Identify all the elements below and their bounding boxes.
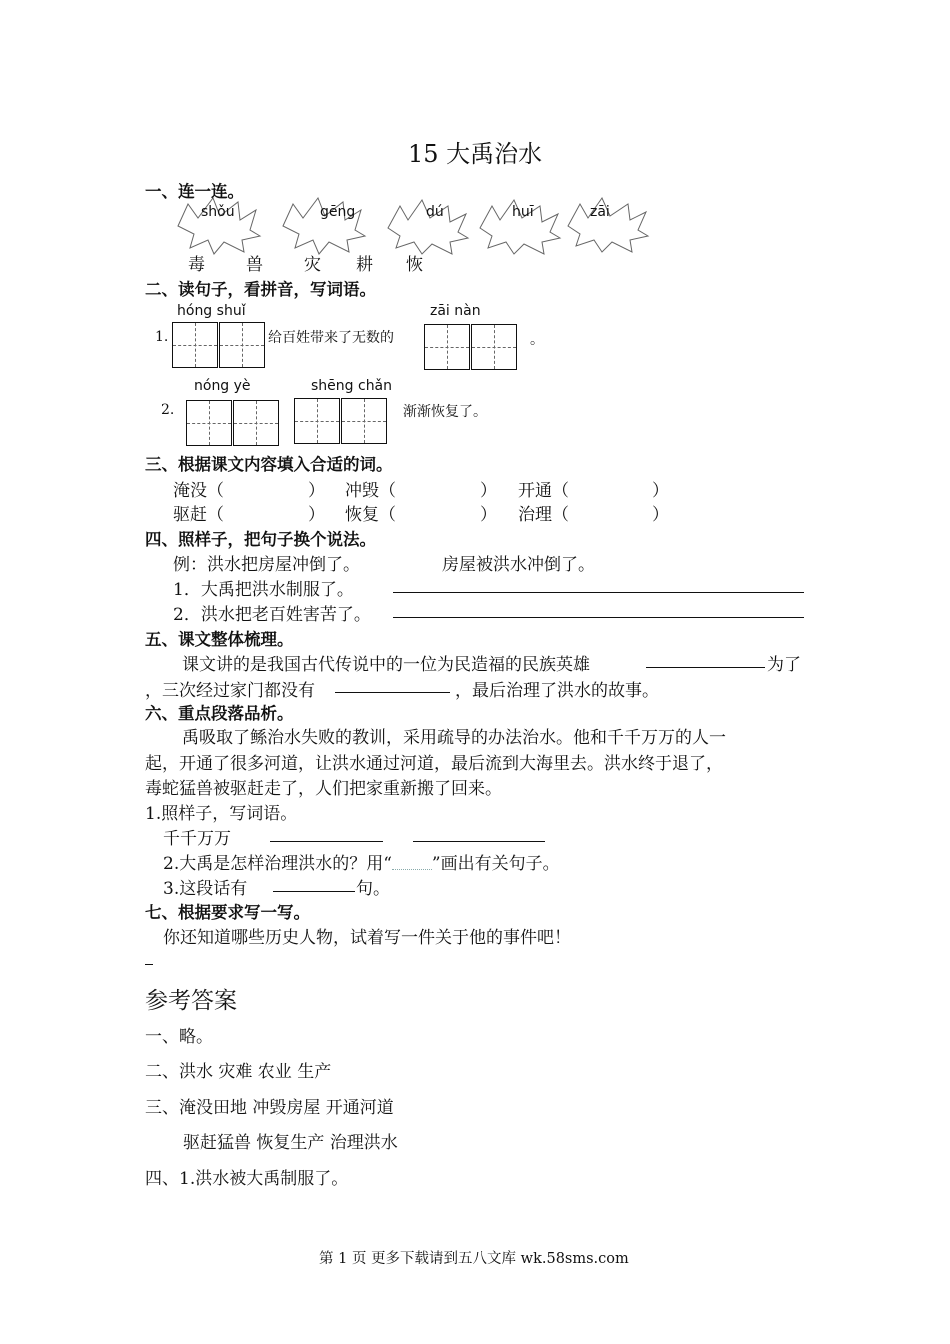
sentence-text: 给百姓带来了无数的 (268, 330, 394, 346)
question-text: 2．洪水把老百姓害苦了。 (173, 605, 371, 625)
fill-paren: ） (308, 505, 325, 525)
answer-line[interactable] (646, 667, 765, 668)
fill-label: 冲毁（ (345, 481, 396, 501)
pinyin-label: gēng (320, 204, 356, 220)
question-text (163, 849, 560, 874)
paragraph-text: ，三次经过家门都没有 (145, 681, 315, 701)
writing-box[interactable] (172, 322, 218, 368)
fill-label: 开通（ (518, 481, 569, 501)
example-answer: 房屋被洪水冲倒了。 (442, 555, 595, 575)
pinyin-label: nóng yè (194, 378, 251, 394)
question-text: 3.这段话有 (163, 879, 248, 899)
char-label: 灾 (304, 255, 321, 275)
answer-line[interactable] (335, 692, 450, 693)
paragraph-text: 课文讲的是我国古代传说中的一位为民造福的民族英雄 (182, 655, 590, 675)
page-title: 15 大禹治水 (408, 140, 543, 168)
writing-box[interactable] (294, 398, 340, 444)
question-text: 句。 (356, 879, 390, 899)
char-label: 毒 (188, 255, 205, 275)
section-5-heading: 五、课文整体梳理。 (145, 630, 294, 649)
section-7-heading: 七、根据要求写一写。 (145, 903, 310, 922)
fill-paren: ） (480, 505, 497, 525)
answer-line[interactable] (270, 841, 383, 842)
answer-line-text: 三、淹没田地 冲毁房屋 开通河道 (145, 1098, 394, 1118)
writing-box[interactable] (341, 398, 387, 444)
pinyin-label: zāi (590, 204, 610, 220)
paragraph-text: 禹吸取了鲧治水失败的教训，采用疏导的办法治水。他和千千万万的人一 (182, 728, 726, 748)
fill-label: 治理（ (518, 505, 569, 525)
fill-label: 驱赶（ (173, 505, 224, 525)
question-text: 1．大禹把洪水制服了。 (173, 580, 354, 600)
paragraph-text: 你还知道哪些历史人物，试着写一件关于他的事件吧！ (163, 928, 571, 948)
pinyin-label: dú (426, 204, 444, 220)
example-sentence: 例：洪水把房屋冲倒了。 (173, 555, 360, 575)
writing-box[interactable] (233, 400, 279, 446)
section-2-heading: 二、读句子，看拼音，写词语。 (145, 280, 376, 299)
pinyin-label: zāi nàn (430, 303, 481, 319)
fill-paren: ） (652, 481, 669, 501)
answer-line-text: 四、1.洪水被大禹制服了。 (145, 1169, 349, 1189)
char-label: 恢 (406, 255, 423, 275)
answer-line-text: 二、洪水 灾难 农业 生产 (145, 1062, 332, 1082)
pinyin-label: shēng chǎn (311, 378, 393, 394)
writing-box[interactable] (471, 324, 517, 370)
answer-line[interactable] (413, 841, 545, 842)
section-3-heading: 三、根据课文内容填入合适的词。 (145, 455, 393, 474)
pinyin-label: shǒu (201, 204, 235, 220)
example-word: 千千万万 (163, 829, 231, 849)
answer-line[interactable] (273, 891, 355, 892)
question-text-part: 2.大禹是怎样治理洪水的？用“ (163, 854, 392, 874)
answer-line[interactable] (393, 617, 804, 618)
divider (145, 964, 153, 965)
writing-box[interactable] (424, 324, 470, 370)
paragraph-text: 为了 (767, 655, 801, 675)
pinyin-label: hóng shuǐ (177, 303, 246, 319)
question-number: 1. (155, 329, 169, 345)
answers-title: 参考答案 (145, 988, 237, 1014)
section-4-heading: 四、照样子，把句子换个说法。 (145, 530, 376, 549)
char-label: 兽 (246, 255, 263, 275)
answer-line-text: 驱赶猛兽 恢复生产 治理洪水 (183, 1133, 398, 1153)
paragraph-text: 毒蛇猛兽被驱赶走了，人们把家重新搬了回来。 (145, 779, 502, 799)
paragraph-text: 起，开通了很多河道，让洪水通过河道，最后流到大海里去。洪水终于退了， (145, 754, 723, 774)
writing-box[interactable] (186, 400, 232, 446)
fill-paren: ） (652, 505, 669, 525)
wavy-underline-icon (392, 859, 432, 870)
section-6-heading: 六、重点段落品析。 (145, 704, 294, 723)
question-text: 1.照样子，写词语。 (145, 804, 298, 824)
answer-line-text: 一、略。 (145, 1027, 213, 1047)
answer-line[interactable] (393, 592, 804, 593)
pinyin-label: huī (512, 204, 534, 220)
sentence-text: 渐渐恢复了。 (403, 404, 487, 420)
writing-box[interactable] (219, 322, 265, 368)
page-footer: 第 1 页 更多下载请到五八文库 wk.58sms.com (319, 1251, 629, 1267)
fill-paren: ） (480, 481, 497, 501)
paragraph-text: ，最后治理了洪水的故事。 (455, 681, 659, 701)
fill-label: 淹没（ (173, 481, 224, 501)
fill-label: 恢复（ (345, 505, 396, 525)
fill-paren: ） (308, 481, 325, 501)
question-number: 2. (161, 402, 175, 418)
section-1-heading: 一、连一连。 (145, 182, 244, 201)
sentence-end: 。 (530, 332, 544, 348)
char-label: 耕 (356, 255, 373, 275)
question-text-part: ”画出有关句子。 (431, 854, 560, 874)
